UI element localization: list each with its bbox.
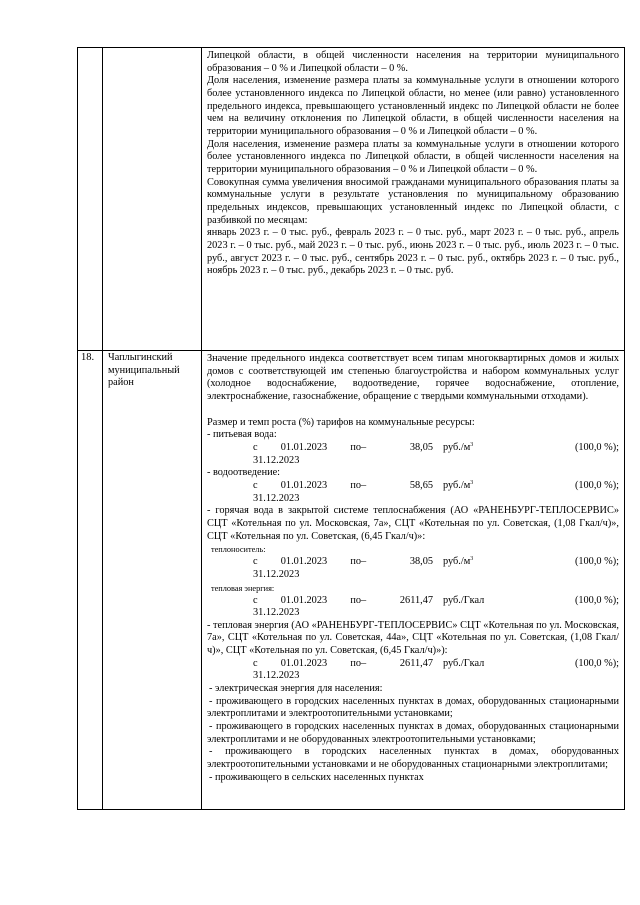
rate-line-heat-energy: с 01.01.2023 по 31.12.2023 – 2611,47 руб./Гкал (100,0 %);	[253, 657, 619, 682]
document-table	[77, 47, 625, 810]
district-cell	[103, 48, 202, 351]
content-cell	[202, 351, 625, 810]
paragraph: Липецкой области, в общей численности населения на территории муниципального образования – 0 % и Липецкой области – 0 %.	[207, 50, 619, 74]
paragraph: Доля населения, изменение размера платы за коммунальные услуги в отношении которого более установленного индекса по Липецкой области, но менее (или равно) установленного предельного индекса, превышающего установленный индекс по Липецкой области не более чем на величину отклонения по Липецкой области, в общей численности населения на территории муниципального образования – 0 % и Липецкой области – 0 %.	[207, 75, 619, 137]
rate-line-drainage: с 01.01.2023 по 31.12.2023 – 58,65 $руб./м^3$ (100,0 %);	[253, 479, 619, 504]
table-row	[78, 351, 625, 810]
intro-paragraph: Значение предельного индекса соответствует всем типам многоквартирных домов и жилых домов с соответствующей им степенью благоустройства и набором коммунальных услуг (холодное водоснабжение, водоотведение, горячее водоснабжение, отопление, электроснабжение, газоснабжение, обращение с твердыми коммунальными отходами).	[207, 353, 619, 402]
list-item: - проживающего в сельских населенных пунктах	[209, 771, 424, 783]
table-row	[78, 48, 625, 351]
drainage-label: - водоотведение:	[207, 467, 281, 479]
number-cell	[78, 48, 103, 351]
tariffs-heading: Размер и темп роста (%) тарифов на коммунальные ресурсы:	[207, 416, 475, 428]
drinking-water-label: - питьевая вода:	[207, 429, 277, 441]
paragraph: январь 2023 г. – 0 тыс. руб., февраль 2023 г. – 0 тыс. руб., март 2023 г. – 0 тыс. руб., апрель 2023 г. – 0 тыс. руб., май 2023 г. – 0 тыс. руб., июнь 2023 г. – 0 тыс. руб., июль 2023 г. – 0 тыс. руб., август 2023 г. – 0 тыс. руб., сентябрь 2023 г. – 0 тыс. руб., октябрь 2023 г. – 0 тыс. руб., ноябрь 2023 г. – 0 тыс. руб., декабрь 2023 г. – 0 тыс. руб.	[207, 227, 619, 277]
list-item: - проживающего в городских населенных пунктах в домах, оборудованных электроотопительными установками и не оборудованных стационарными электроплитами;	[207, 746, 619, 771]
paragraph: Совокупная сумма увеличения вносимой гражданами муниципального образования платы за коммунальные услуги в результате установления по муниципальному образованию предельных индексов, превышающих установленный индекс по Липецкой области, с разбивкой по месяцам:	[207, 176, 619, 226]
electricity-label: - электрическая энергия для населения:	[209, 683, 383, 695]
heat-energy-small-label: тепловая энергия:	[211, 583, 275, 593]
list-item: - проживающего в городских населенных пунктах в домах, оборудованных стационарными электроплитами и не оборудованных электроотопительными установками;	[207, 721, 619, 745]
paragraph: Доля населения, изменение размера платы за коммунальные услуги в отношении которого более установленного индекса по Липецкой области, в общей численности населения на территории муниципального образования – 0 % и Липецкой области – 0 %.	[207, 138, 619, 175]
rate-line-drinking-water: с 01.01.2023 по 31.12.2023 – 38,05 $руб./м^3$ (100,0 %);	[253, 441, 619, 466]
heat-carrier-label: теплоноситель:	[211, 545, 266, 555]
hot-water-label: - горячая вода в закрытой системе теплоснабжения (АО «РАНЕНБУРГ-ТЕПЛОСЕРВИС» СЦТ «Котельная по ул. Московская, 7а», СЦТ «Котельная по ул. Советская, (1,08 Гкал/ч)», СЦТ «Котельная по ул. Советская, (6,45 Гкал/ч)»:	[207, 505, 619, 542]
rate-line-hot-water-heat: с 01.01.2023 по 31.12.2023 – 2611,47 руб./Гкал (100,0 %);	[253, 594, 619, 619]
list-item: - проживающего в городских населенных пунктах в домах, оборудованных стационарными электроплитами и электроотопительными установками;	[207, 695, 619, 720]
district-name: Чаплыгинский муниципальный район	[103, 351, 202, 810]
row-number: 18.	[78, 351, 103, 810]
heat-energy-label: - тепловая энергия (АО «РАНЕНБУРГ-ТЕПЛОСЕРВИС» СЦТ «Котельная по ул. Московская, 7а», СЦТ «Котельная по ул. Советская, 44а», СЦТ «Котельная по ул. Советская, (1,08 Гкал/ч)», СЦТ «Котельная по ул. Советская, (6,45 Гкал/ч)»):	[207, 619, 619, 657]
rate-line-heat-carrier: с 01.01.2023 по 31.12.2023 – 38,05 $руб./м^3$ (100,0 %);	[253, 556, 619, 580]
content-cell	[202, 48, 625, 351]
